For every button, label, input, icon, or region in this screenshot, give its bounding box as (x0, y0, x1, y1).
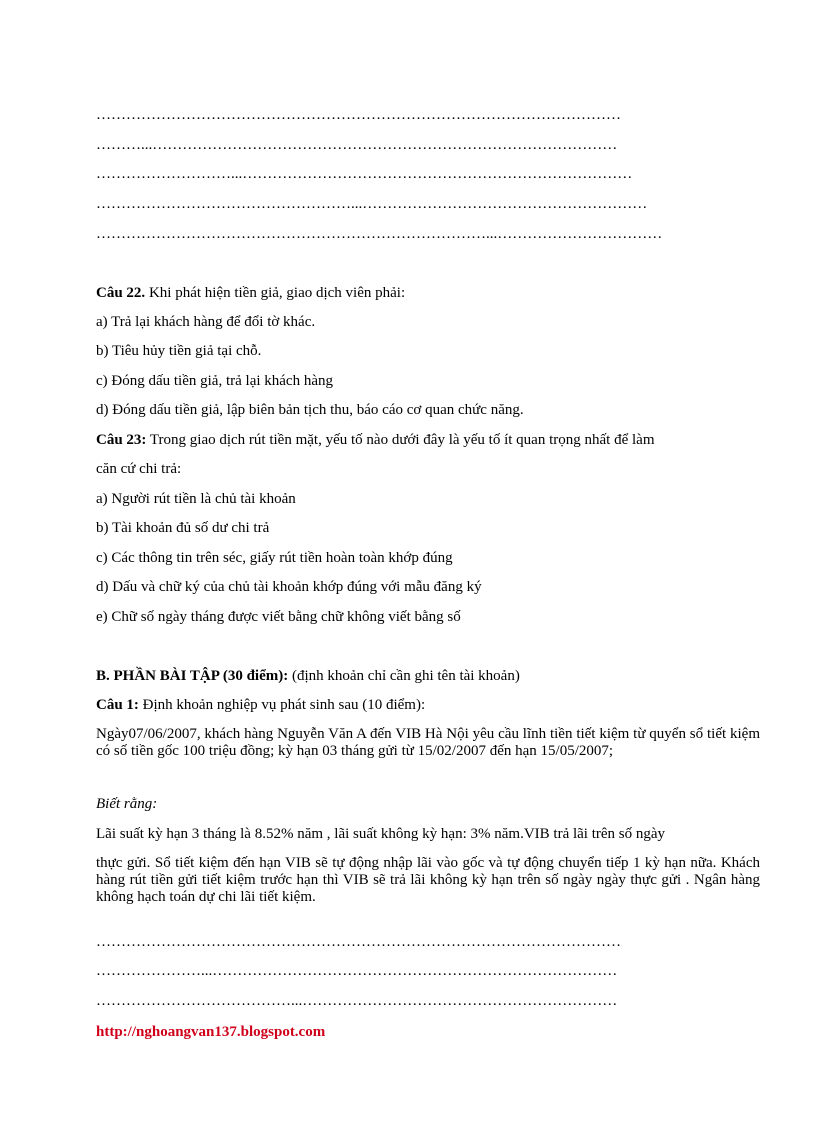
answer-line: …………………………………………………………………………………………… (96, 107, 621, 123)
answer-line: ………...………………………………………………………………………………… (96, 137, 618, 153)
answer-line: …………………...……………………………………………………………………… (96, 963, 618, 979)
option: b) Tiêu hủy tiền giả tại chỗ. (96, 343, 262, 359)
question-23 (96, 431, 654, 449)
question-22 (96, 284, 405, 302)
option: a) Người rút tiền là chủ tài khoản (96, 491, 296, 507)
answer-line: ………………………...…………………………………………………………………… (96, 166, 633, 182)
given-line: Lãi suất kỳ hạn 3 tháng là 8.52% năm , lãi suất không kỳ hạn: 3% năm.VIB trả lãi trên số ngày (96, 826, 666, 842)
answer-line: ……………………………………………...………………………………………………… (96, 196, 648, 212)
section-title: B. PHẦN BÀI TẬP (30 điểm): (96, 668, 289, 684)
question-label: Câu 22. (96, 285, 146, 301)
given-paragraph: thực gửi. Sổ tiết kiệm đến hạn VIB sẽ tự động nhập lãi vào gốc và tự động chuyển tiếp 1 kỳ hạn nữa. Khách hàng rút tiền gửi tiết kiệm trước hạn thì VIB sẽ trả lãi không kỳ hạn trên số ngày ngày thực gửi . Ngân hàng không hạch toán dự chi lãi tiết kiệm. (96, 855, 760, 905)
section-heading (96, 667, 520, 685)
given-label: Biết rằng: (96, 796, 158, 812)
question-text: Định khoản nghiệp vụ phát sinh sau (10 điểm): (138, 697, 426, 713)
answer-line: ……………………………………………………………………...…………………………… (96, 226, 663, 242)
option: d) Đóng dấu tiền giả, lập biên bản tịch thu, báo cáo cơ quan chức năng. (96, 402, 524, 418)
option: e) Chữ số ngày tháng được viết bằng chữ không viết bằng số (96, 609, 461, 625)
answer-line: …………………………………………………………………………………………… (96, 934, 621, 950)
footer-link[interactable]: http://nghoangvan137.blogspot.com (96, 1024, 326, 1040)
question-text-continued: căn cứ chi trả: (96, 461, 182, 477)
option: a) Trả lại khách hàng để đổi tờ khác. (96, 314, 316, 330)
option: d) Dấu và chữ ký của chủ tài khoản khớp đúng với mẫu đăng ký (96, 579, 482, 595)
question-text: Khi phát hiện tiền giả, giao dịch viên phải: (145, 285, 406, 301)
section-note: (định khoản chỉ cần ghi tên tài khoản) (288, 668, 520, 684)
question-label: Câu 1: (96, 697, 139, 713)
scenario-paragraph: Ngày07/06/2007, khách hàng Nguyễn Văn A đến VIB Hà Nội yêu cầu lĩnh tiền tiết kiệm từ quyển sổ tiết kiệm có số tiền gốc 100 triệu đồng; kỳ hạn 03 tháng gửi từ 15/02/2007 đến hạn 15/05/2007; (96, 726, 760, 759)
option: c) Các thông tin trên séc, giấy rút tiền hoàn toàn khớp đúng (96, 550, 453, 566)
question-label: Câu 23: (96, 432, 147, 448)
question-text: Trong giao dịch rút tiền mặt, yếu tố nào dưới đây là yếu tố ít quan trọng nhất để làm (146, 432, 655, 448)
option: c) Đóng dấu tiền giả, trả lại khách hàng (96, 373, 333, 389)
option: b) Tài khoản đủ số dư chi trả (96, 520, 270, 536)
question-1 (96, 696, 425, 714)
answer-line: …………………………………...……………………………………………………… (96, 993, 618, 1009)
